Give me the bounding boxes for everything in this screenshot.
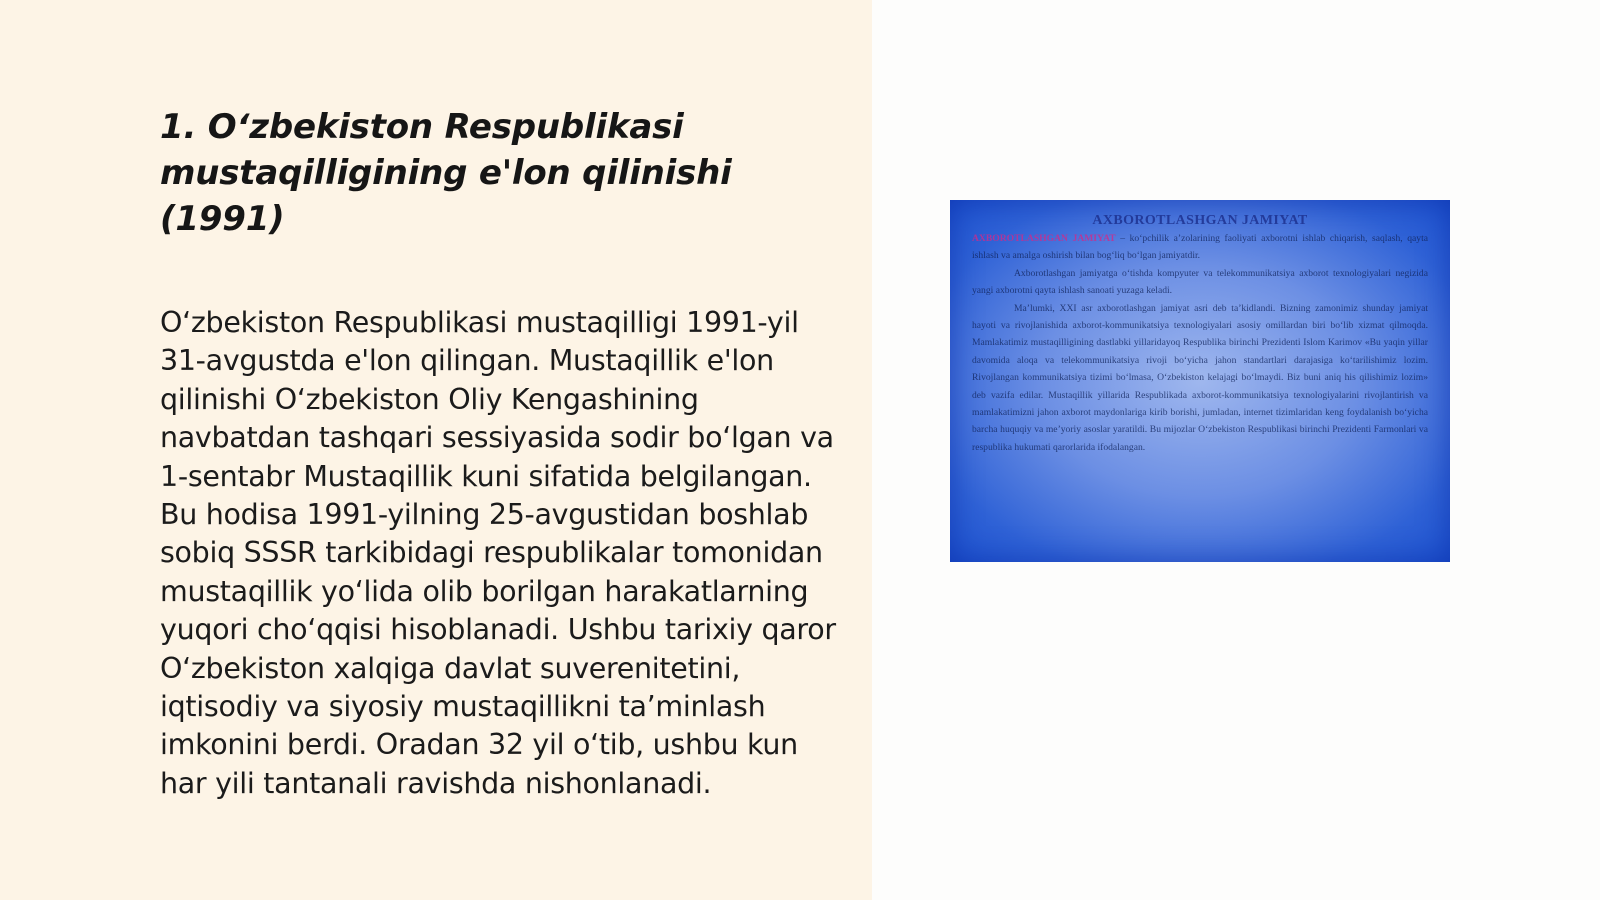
document-scan-content bbox=[972, 212, 1428, 542]
slide-title: 1. O‘zbekiston Respublikasi mustaqilligining e'lon qilinishi (1991) bbox=[160, 107, 732, 239]
document-definition: – ko‘pchilik a’zolarining faoliyati axborotni ishlab chiqarish, saqlash, qayta ishlash va amalga oshirish bilan bog‘liq bo‘lgan jamiyatdir. bbox=[972, 233, 1428, 262]
document-paragraph-2: Axborotlashgan jamiyatga o‘tishda kompyuter va telekommunikatsiya axborot texnologiyalari negizida yangi axborotni qayta ishlash sanoati yuzaga keladi. bbox=[972, 267, 1428, 297]
document-paragraph-3: Ma’lumki, XXI asr axborotlashgan jamiyat asri deb ta’kidlandi. Bizning zamonimiz shunday jamiyat hayoti va rivojlanishida axborot-kommunikatsiya texnologiyalari asosiy omillardan biri bo‘lib xizmat qilmoqda. Mamlakatimiz mustaqilligining dastlabki yillaridayoq Respublika birinchi Prezidenti Islom Karimov «Bu yaqin yillar davomida aloqa va telekommunikatsiya rivoji bo‘yicha jahon standartlari darajasiga ko‘tarilishimiz lozim. Rivojlangan kommunikatsiya tizimi bo‘lmasa, O‘zbekiston kelajagi bo‘lmaydi. Biz buni aniq his qilishimiz lozim» deb vazifa edilar. Mustaqillik yillarida Respublikada axborot-kommunikatsiya texnologiyalarini rivojlantirish va mamlakatimizni jahon axborot maydonlariga kirib borishi, jumladan, internet tizimlaridan keng foydalanish bo‘yicha barcha huquqiy va me’yoriy asoslar yaratildi. Bu mijozlar O‘zbekiston Respublikasi birinchi Prezidenti Farmonlari va respublika hukumati qarorlarida ifodalangan. bbox=[972, 302, 1428, 453]
document-scan-image bbox=[950, 200, 1450, 562]
document-term: AXBOROTLASHGAN JAMIYAT bbox=[972, 233, 1116, 244]
document-heading: AXBOROTLASHGAN JAMIYAT bbox=[1092, 213, 1308, 228]
document-definition-paragraph bbox=[972, 230, 1428, 265]
slide-body-text: O‘zbekiston Respublikasi mustaqilligi 1991-yil 31-avgustda e'lon qilingan. Mustaqillik e'lon qilinishi O‘zbekiston Oliy Kengashining navbatdan tashqari sessiyasida sodir bo‘lgan va 1-sentabr Mustaqillik kuni sifatida belgilangan. Bu hodisa 1991-yilning 25-avgustidan boshlab sobiq SSSR tarkibidagi respublikalar tomonidan mustaqillik yo‘lida olib borilgan harakatlarning yuqori cho‘qqisi hisoblanadi. Ushbu tarixiy qaror O‘zbekiston xalqiga davlat suverenitetini, iqtisodiy va siyosiy mustaqillikni ta’minlash imkonini berdi. Oradan 32 yil o‘tib, ushbu kun har yili tantanali ravishda nishonlanadi. bbox=[160, 306, 836, 800]
